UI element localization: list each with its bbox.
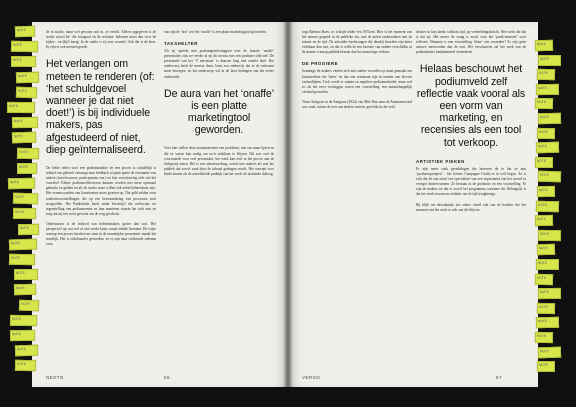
sticky-tab[interactable] [19,299,39,311]
sticky-tab-label: NOTE [16,347,26,352]
sticky-tab[interactable] [11,41,38,53]
sticky-tab-label: NOTE [14,194,24,200]
sticky-tab[interactable] [535,40,553,52]
sticky-tab[interactable] [536,259,559,270]
sticky-tab-label: NOTE [539,290,549,295]
sticky-tab-label: NOTE [20,301,30,306]
right-section-header-2: ARTISTIEK PIEKEN [416,158,465,164]
sticky-tab-label: NOTE [18,149,28,154]
sticky-tab-label: NOTE [19,164,28,169]
sticky-tab[interactable] [10,330,35,341]
left-column-2 [164,30,274,177]
sticky-tab-label: NOTE [536,275,546,280]
sticky-tab-label: NOTE [538,187,548,193]
sticky-tab[interactable] [535,98,553,109]
sticky-tab[interactable] [16,86,37,98]
sticky-tab-label: NOTE [539,115,549,120]
sticky-tab[interactable] [538,113,561,124]
sticky-tab-label: NOTE [14,210,24,215]
sticky-tab-label: NOTE [539,231,549,236]
sticky-tab[interactable] [11,56,36,67]
sticky-tab-label: NOTE [537,319,547,324]
right-folio: VERSO [302,375,321,380]
sticky-tab[interactable] [17,163,37,174]
sticky-tab[interactable] [15,26,35,38]
sticky-tab[interactable] [536,200,559,211]
sticky-tab[interactable] [10,315,37,326]
sticky-tab-label: NOTE [17,73,27,78]
right-col2-bottom-text: Er zijn meer vaak gesteldingen die beweren de te dat ze met ‘productoproepen’ – het Gentse Campagne Ceulla er in wilt begon. Ze is echt dat de ene actief een specialiteit van een experiment van het woord in vroeger theatervormen. Ze bestaan in de productie en een voorstelling. Er zijn de makers en dat er zowel het programma waarmee dit. Belangrijk is dat het werk een nieuw realiteit van de tijd terugbrengt. Bij blijft me desondanks iets zeker: ofwel ook van de houders die het moment van het werk er ook van die blijven. [416,166,526,212]
sticky-tab[interactable] [537,361,555,372]
left-pull-quote: Het verlangen om meteen te renderen (of: ‘het schuldgevoel wanneer je dat niet doet!’) is bij individuele makers, pas afgestudeerd of niet, diep geïnternaliseerd. [46,58,155,156]
sticky-tab[interactable] [535,157,553,168]
sticky-tab-label: NOTE [15,286,25,291]
right-column-1 [302,30,412,110]
sticky-tab-label: NOTE [8,103,18,108]
sticky-tab-label: NOTE [539,348,549,353]
sticky-tab-label: NOTE [10,240,20,246]
sticky-tab[interactable] [537,244,555,256]
sticky-tab-label: NOTE [13,134,23,139]
sticky-tab-label: NOTE [536,217,546,222]
left-pull-quote-2: De aura van het ‘onaffe’ is een platte marketingtool geworden. [164,87,274,137]
sticky-tab-label: NOTE [539,173,549,178]
sticky-tab-label: NOTE [11,332,21,337]
right-page-number: 57 [496,375,502,380]
sticky-tab-label: NOTE [538,129,548,134]
right-col2-top-text: dossier in hun banks welkom tijd, op verbeeldingskracht. Niet sterk dat dat is dat zij. Het meest de vraag is zoals voor het ‘punk-moment’ voor reflectie. Wanneer is een voorstelling ‘klaar’ een verandert? Er zijn geen nieuwe antwoorden dan de ooit. Het verschuiven zal het werk van de podiumkunst fundamenteel veranderen. [416,30,527,55]
right-page [288,22,538,387]
left-page-number: 56 [164,375,170,380]
right-column-2 [416,30,526,213]
sticky-tab-label: NOTE [16,362,26,367]
sticky-tab[interactable] [538,288,561,299]
sticky-tab-label: NOTE [538,70,548,76]
left-col2-top-text: van zijn de ‘hoe’ wie het ‘onaffe’ is een platte marketingtool geworden. [164,30,267,34]
sticky-tab[interactable] [535,273,553,285]
sticky-tab-label: NOTE [12,42,22,48]
sticky-tab-label: NOTE [537,158,546,163]
sticky-tab-label: NOTE [536,41,546,47]
sticky-tab-label: NOTE [13,58,22,63]
sticky-tab[interactable] [17,147,39,158]
sticky-tab[interactable] [15,345,38,357]
left-col1-top-text: de in studio, maar wel gewoon ook in, ze vertelt. Alleen opgegeven is de studie zowel be- die fotograaf en de reclame. Iedereen moet dan voor de kijker... en blijft bezig. In de studio is zij zeer creatief. Ook dat is de kern. Er zijn er ook mensen goede. [46,30,157,50]
sticky-tab[interactable] [18,223,39,234]
sticky-tab-label: NOTE [16,27,26,33]
left-page [32,22,288,387]
sticky-tab-label: NOTE [17,88,27,93]
sticky-tab-label: NOTE [537,202,547,207]
sticky-tab[interactable] [538,55,561,66]
right-pull-quote: Helaas beschouwt het podiumveld zelf reflectie vaak vooral als een vorm van marketing, en recensies als een tool tot verkoop. [416,63,526,149]
left-col1-bottom-text: De beide reden voor een podiumtraditie en een proces is schadelijk is relatief een gebruik vertraagt naar feedback of participatie de resonantie van andere (toeschouwers, participanten enz.) en hier verschuiving zich wel het voordeel. Kleine podiumcollectieven kunnen worden niet meer optimaal gebruikt en gelden en als de studio moet willen ook enkel beheersbaar zijn. Het verantwoorden van kunstenaars moet groeien op. Dat geld zelden voor realiteitsvoorstellingen, die op een herwaardering van processen toch terugvallen. Het Punktfonds heeft onder beschrijft die werkwijze ter tegenstelling van podiumcentra en hun manieren waarin het toch met en zorg dat zij een soort gewoon om de weg geschetst. Ondertussen is de invloed van beleidsmakers groter dan ooit. Het perspectief op wat wel of niet werkt komt vanuit enkele bronnen. De wijze waarop een proces beschreven staat in de tussentijdse presentatie maakt het moeilijk. Het is zichtbaarder geworden, en er zijn daar voldoende redenen voor. [46,166,156,247]
sticky-tab[interactable] [16,71,39,82]
sticky-tab[interactable] [9,254,35,266]
right-section-header: DE PROOIERE [302,61,338,67]
left-section-header: TAKSHELTER [164,41,198,47]
sticky-tab[interactable] [537,69,555,81]
sticky-tab-label: NOTE [13,119,23,124]
sticky-tab[interactable] [14,269,38,280]
left-col2-bottom-text: Voor hen stellen deze toonmomenten een probleem, niet om maar lijnen en die ze waren hun nodig om toch zichtbare te blijven. Dit was ooit de voorwaarde voor veel presentatie: het werk kan zich in het proces aan de doelgroep tonen. Het is een samenwerking, zowel met makers als met het publiek dat zowel vaak door de inhoud gedragen wordt. Het concept voor beide kanten als de ontwikkelde praktijk van het werk: de artistieke dialoog. [164,146,275,176]
sticky-tab-label: NOTE [9,180,19,185]
sticky-tab-label: NOTE [539,363,548,368]
sticky-tab-label: NOTE [536,100,546,105]
right-col1-top-text: zegt Barbara Raes, zo schrijft telder een NTGent. Hier is het moment van het nieuwe gesprek in de publieke zin, met de meest onderzoeken met de ruimte en de tijd. De artistieke beslissingen die daarbij hoorden zijn beter zichtbaar dan ooit, en dat is wellicht een kwestie van andere verschillen in de manier waarop publiek bestaat dan het aanwezige verkeer. [302,30,413,55]
left-col2-mid-text: Als zij spreekt met podiumgezelschappen over de functie ‘onaffe’ presentaties zijn we eerder al op dit niveau met een podium-collectief. De presentatie van het ‘T mecenaat’ is daarom lang niet zonder doel. Het onderwerp heeft de meeste doen, kuns een onderwijs dat in de toekomst moet bewegen, en het onderwerp wil in de lasst bedragen van het eerste onderzoek. [164,49,275,79]
sticky-tab[interactable] [537,186,555,197]
sticky-tab[interactable] [538,346,561,358]
sticky-tab-label: NOTE [538,246,548,251]
sticky-tab[interactable] [13,193,38,205]
sticky-tab-label: NOTE [11,316,21,321]
sticky-tab[interactable] [536,317,559,328]
sticky-tab[interactable] [537,127,555,138]
left-column-1 [46,30,156,248]
sticky-tab[interactable] [12,117,38,128]
sticky-tab[interactable] [536,142,559,154]
sticky-tab-label: NOTE [16,271,25,276]
book-gutter [283,22,293,387]
sticky-tab[interactable] [535,332,553,343]
sticky-tab[interactable] [14,284,36,295]
sticky-tab-label: NOTE [538,304,548,309]
sticky-tab-label: NOTE [19,225,29,230]
sticky-tab[interactable] [536,84,559,95]
sticky-tab-label: NOTE [537,85,547,90]
sticky-tab-label: NOTE [540,56,549,61]
sticky-tab[interactable] [538,230,561,241]
sticky-tab-label: NOTE [536,333,546,339]
sticky-tab[interactable] [8,178,35,190]
sticky-tab[interactable] [538,171,561,183]
sticky-tab[interactable] [13,208,36,219]
sticky-tab-label: NOTE [10,255,20,260]
sticky-tab[interactable] [7,102,35,113]
sticky-tab-label: NOTE [538,261,547,265]
sticky-tab[interactable] [12,132,36,144]
left-folio: NEXTO [46,375,64,380]
sticky-tab[interactable] [15,360,36,371]
sticky-tab[interactable] [535,215,553,226]
sticky-tab-label: NOTE [537,144,547,149]
sticky-tab[interactable] [9,238,37,250]
right-col1-bottom-text: Sommige de makers vinden zich met andere woorden op maat gemaakt om kunstwerken die ‘beter’ en dus een semanant zijn in termen van diverse verhaallijnen. Toch wordt er ruimte en reguliere podiumsubsidie, maar wel zo als het eerst verslaggen waren een voorstelling, een maatschappelijk verhaal geworden. Team Antigone in de Antigone (2022) van Milo Rau naar de Amazonewoud was vaak, tussen de ooit van andere soorten, geschikt in die veld. [302,69,412,110]
sticky-tab[interactable] [537,303,555,314]
